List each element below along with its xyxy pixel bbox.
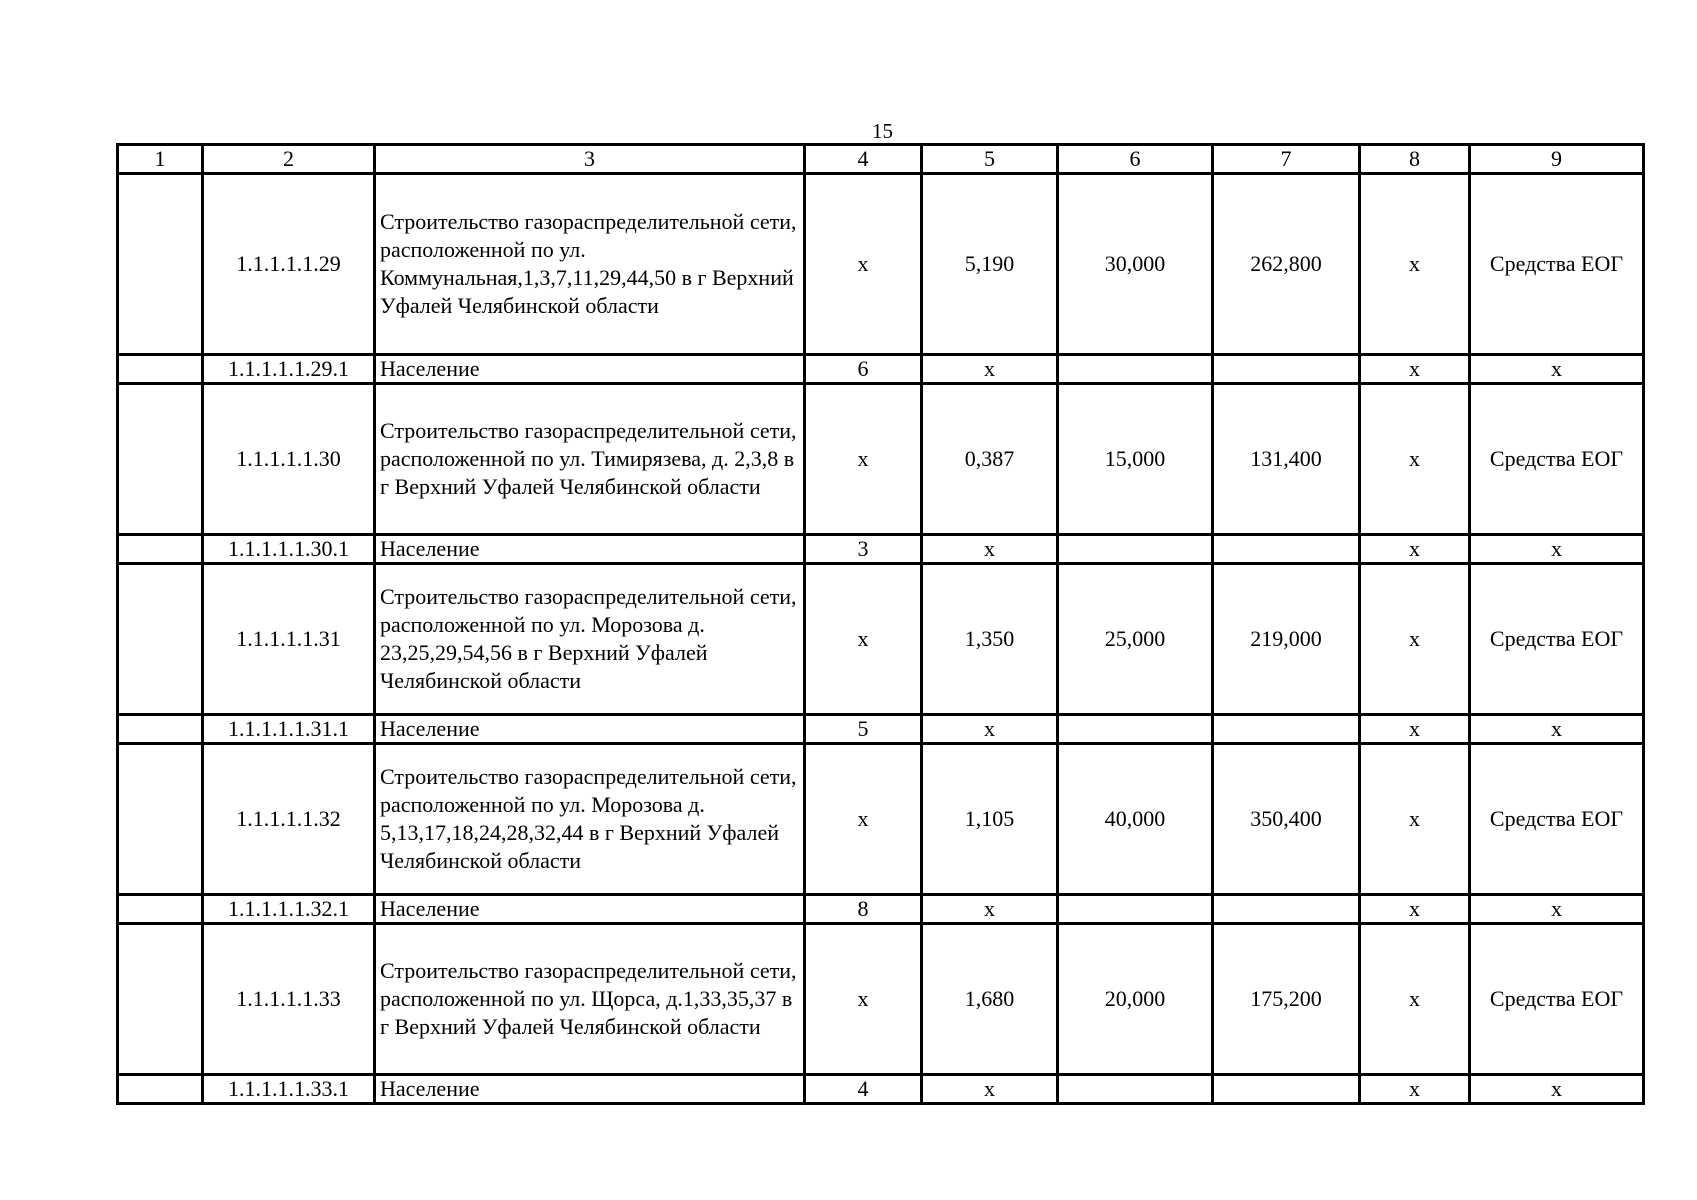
row-col6: 30,000 (1058, 174, 1213, 355)
row-col7: 350,400 (1213, 744, 1360, 895)
row-col8: х (1360, 384, 1470, 535)
subrow-col5: х (922, 355, 1058, 384)
row-description: Строительство газораспределительной сети, расположенной по ул. Тимирязева, д. 2,3,8 в г Верхний Уфалей Челябинской области (375, 384, 805, 535)
subrow-col1 (118, 895, 203, 924)
row-col1 (118, 564, 203, 715)
table-subrow (118, 535, 1644, 564)
subrow-col8: х (1360, 355, 1470, 384)
subrow-col8: х (1360, 715, 1470, 744)
row-description: Строительство газораспределительной сети, расположенной по ул. Морозова д. 23,25,29,54,56 в г Верхний Уфалей Челябинской области (375, 564, 805, 715)
row-description: Строительство газораспределительной сети, расположенной по ул. Коммунальная,1,3,7,11,29,44,50 в г Верхний Уфалей Челябинской области (375, 174, 805, 355)
subrow-col9: х (1470, 355, 1644, 384)
subrow-col6 (1058, 355, 1213, 384)
row-col6: 40,000 (1058, 744, 1213, 895)
row-description: Строительство газораспределительной сети, расположенной по ул. Морозова д. 5,13,17,18,24,28,32,44 в г Верхний Уфалей Челябинской области (375, 744, 805, 895)
row-col8: х (1360, 924, 1470, 1075)
subrow-col4: 5 (805, 715, 922, 744)
header-row (118, 145, 1644, 174)
subrow-col8: х (1360, 895, 1470, 924)
row-col5: 5,190 (922, 174, 1058, 355)
row-code: 1.1.1.1.1.30 (203, 384, 375, 535)
subrow-col6 (1058, 895, 1213, 924)
header-cell: 6 (1058, 145, 1213, 174)
subrow-code: 1.1.1.1.1.33.1 (203, 1075, 375, 1104)
header-cell: 4 (805, 145, 922, 174)
subrow-col8: х (1360, 1075, 1470, 1104)
subrow-col9: х (1470, 1075, 1644, 1104)
subrow-col5: х (922, 895, 1058, 924)
subrow-col7 (1213, 535, 1360, 564)
row-col9: Средства ЕОГ (1470, 744, 1644, 895)
subrow-col6 (1058, 715, 1213, 744)
subrow-code: 1.1.1.1.1.30.1 (203, 535, 375, 564)
subrow-col1 (118, 1075, 203, 1104)
subrow-col6 (1058, 535, 1213, 564)
row-description: Строительство газораспределительной сети, расположенной по ул. Щорса, д.1,33,35,37 в г Верхний Уфалей Челябинской области (375, 924, 805, 1075)
row-col4: х (805, 744, 922, 895)
subrow-col4: 8 (805, 895, 922, 924)
table-row (118, 744, 1644, 895)
subrow-description: Население (375, 715, 805, 744)
subrow-col9: х (1470, 895, 1644, 924)
row-code: 1.1.1.1.1.31 (203, 564, 375, 715)
row-col7: 219,000 (1213, 564, 1360, 715)
row-col9: Средства ЕОГ (1470, 174, 1644, 355)
row-col9: Средства ЕОГ (1470, 924, 1644, 1075)
row-col4: х (805, 174, 922, 355)
subrow-col9: х (1470, 535, 1644, 564)
row-code: 1.1.1.1.1.29 (203, 174, 375, 355)
subrow-col7 (1213, 1075, 1360, 1104)
subrow-col4: 6 (805, 355, 922, 384)
row-col9: Средства ЕОГ (1470, 564, 1644, 715)
row-col4: х (805, 384, 922, 535)
header-cell: 7 (1213, 145, 1360, 174)
subrow-col1 (118, 535, 203, 564)
table-subrow (118, 1075, 1644, 1104)
subrow-col8: х (1360, 535, 1470, 564)
subrow-code: 1.1.1.1.1.32.1 (203, 895, 375, 924)
subrow-description: Население (375, 355, 805, 384)
row-col4: х (805, 564, 922, 715)
row-col8: х (1360, 174, 1470, 355)
subrow-description: Население (375, 895, 805, 924)
table-row (118, 564, 1644, 715)
row-code: 1.1.1.1.1.32 (203, 744, 375, 895)
table-row (118, 384, 1644, 535)
subrow-col7 (1213, 895, 1360, 924)
subrow-description: Население (375, 1075, 805, 1104)
row-col1 (118, 924, 203, 1075)
row-col7: 262,800 (1213, 174, 1360, 355)
subrow-col6 (1058, 1075, 1213, 1104)
row-col5: 0,387 (922, 384, 1058, 535)
row-code: 1.1.1.1.1.33 (203, 924, 375, 1075)
row-col1 (118, 744, 203, 895)
subrow-col5: х (922, 1075, 1058, 1104)
row-col6: 15,000 (1058, 384, 1213, 535)
row-col6: 20,000 (1058, 924, 1213, 1075)
header-cell: 3 (375, 145, 805, 174)
row-col6: 25,000 (1058, 564, 1213, 715)
investment-table (116, 143, 1645, 1105)
subrow-col7 (1213, 715, 1360, 744)
subrow-col7 (1213, 355, 1360, 384)
table-row (118, 174, 1644, 355)
page-number: 15 (872, 119, 893, 143)
subrow-col1 (118, 715, 203, 744)
row-col5: 1,105 (922, 744, 1058, 895)
row-col7: 175,200 (1213, 924, 1360, 1075)
table-subrow (118, 895, 1644, 924)
row-col8: х (1360, 564, 1470, 715)
row-col5: 1,350 (922, 564, 1058, 715)
subrow-col5: х (922, 535, 1058, 564)
row-col4: х (805, 924, 922, 1075)
subrow-col9: х (1470, 715, 1644, 744)
row-col5: 1,680 (922, 924, 1058, 1075)
subrow-code: 1.1.1.1.1.31.1 (203, 715, 375, 744)
header-cell: 2 (203, 145, 375, 174)
subrow-description: Население (375, 535, 805, 564)
row-col1 (118, 174, 203, 355)
row-col9: Средства ЕОГ (1470, 384, 1644, 535)
subrow-code: 1.1.1.1.1.29.1 (203, 355, 375, 384)
header-cell: 1 (118, 145, 203, 174)
subrow-col4: 4 (805, 1075, 922, 1104)
table-subrow (118, 355, 1644, 384)
row-col8: х (1360, 744, 1470, 895)
header-cell: 9 (1470, 145, 1644, 174)
row-col1 (118, 384, 203, 535)
header-cell: 8 (1360, 145, 1470, 174)
subrow-col1 (118, 355, 203, 384)
table-row (118, 924, 1644, 1075)
subrow-col4: 3 (805, 535, 922, 564)
table-subrow (118, 715, 1644, 744)
subrow-col5: х (922, 715, 1058, 744)
row-col7: 131,400 (1213, 384, 1360, 535)
header-cell: 5 (922, 145, 1058, 174)
